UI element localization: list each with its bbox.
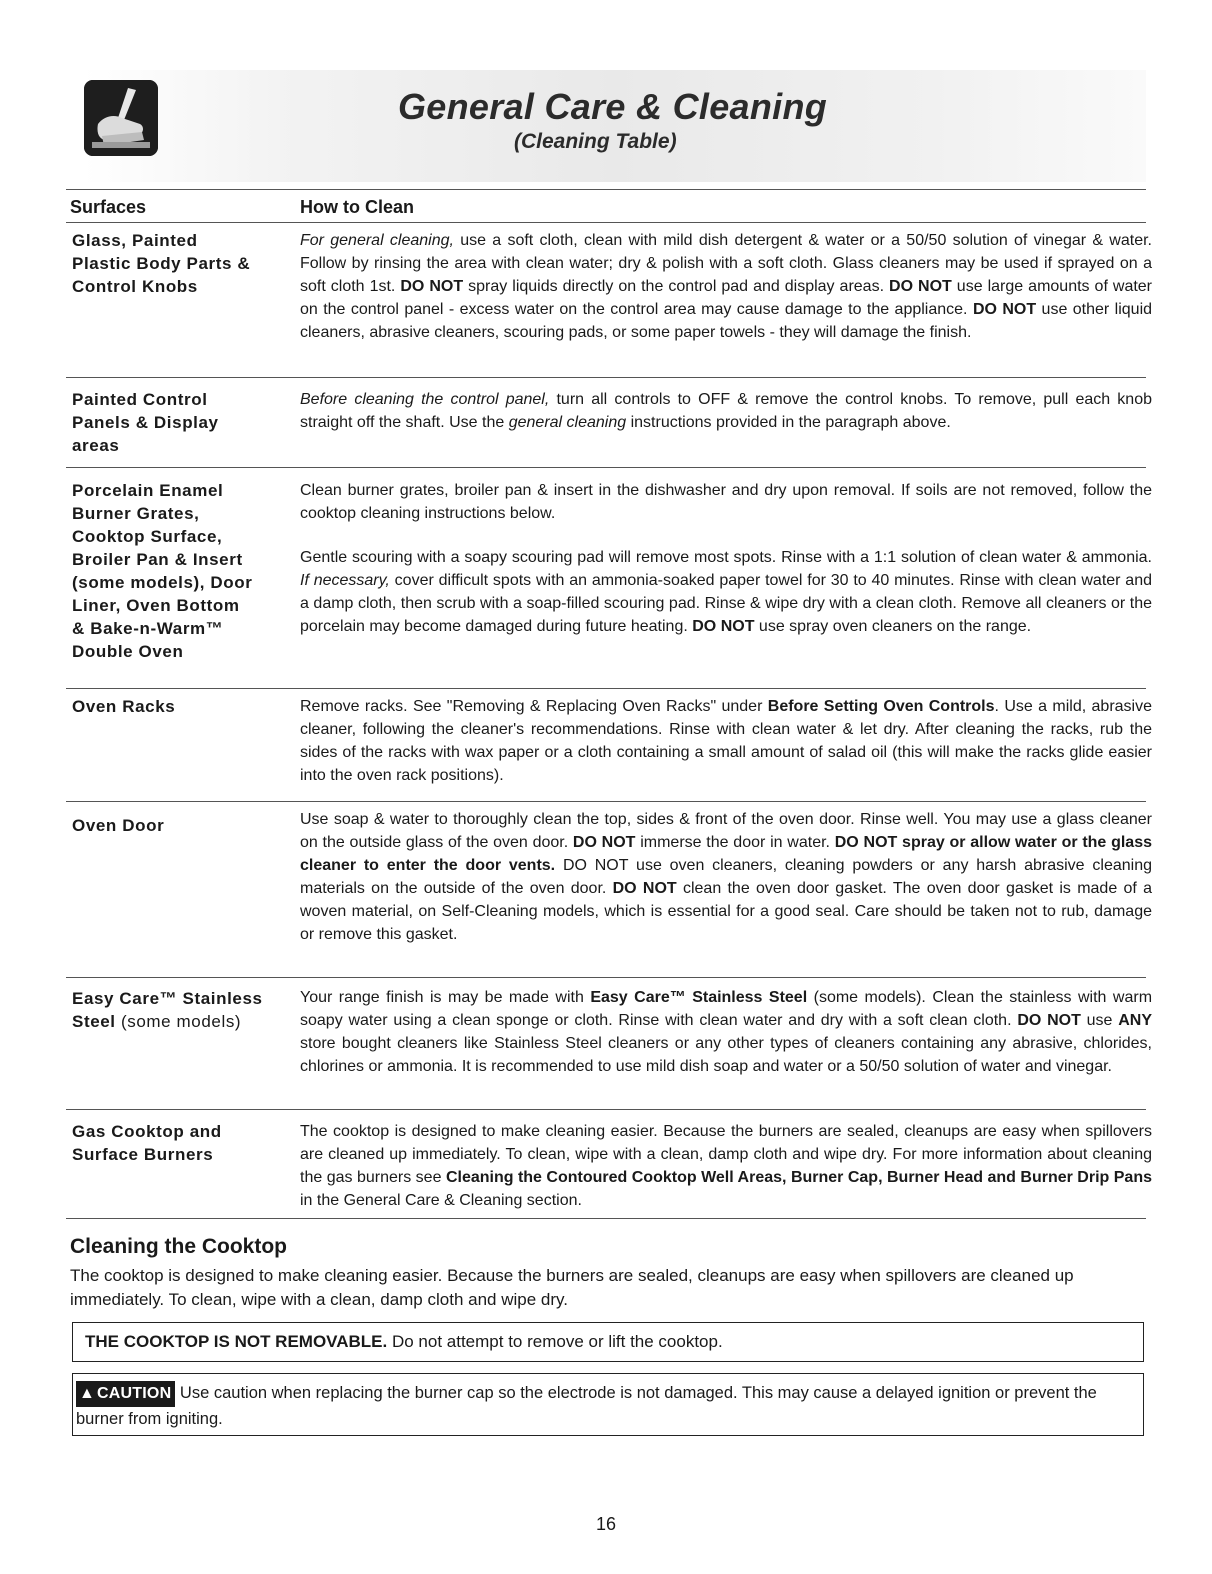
- row-divider: [66, 801, 1146, 802]
- caution-text: ▲ CAUTION Use caution when replacing the burner cap so the electrode is not damaged. This may cause a delayed ignition or prevent the burner from igniting.: [76, 1381, 1138, 1431]
- how-to-clean-cell: Remove racks. See "Removing & Replacing Oven Racks" under Before Setting Oven Controls. Use a mild, abrasive cleaner, following the cleaner's recommendations. Rinse with clean water & let dry. After cleaning the racks, rub the sides of the racks with wax paper or a cloth containing a small amount of salad oil (this will make the racks glide easier into the oven rack positions).: [300, 698, 1153, 784]
- row-divider: [66, 688, 1146, 689]
- cleaning-hand-icon: [84, 80, 158, 156]
- notice-text: THE COOKTOP IS NOT REMOVABLE. Do not attempt to remove or lift the cooktop.: [85, 1332, 723, 1351]
- section-body: The cooktop is designed to make cleaning easier. Because the burners are sealed, cleanups are easy when spillovers are cleaned up immediately. To clean, wipe with a clean, damp cloth and wipe dry.: [70, 1266, 1074, 1309]
- surface-cell: Oven Door: [72, 816, 165, 835]
- page-title: General Care & Cleaning: [398, 86, 828, 127]
- how-to-clean-cell: Clean burner grates, broiler pan & insert in the dishwasher and dry upon removal. If soils are not removed, follow the cooktop cleaning instructions below.: [300, 482, 1152, 522]
- how-to-clean-cell: Your range finish is may be made with Easy Care™ Stainless Steel (some models). Clean the stainless with warm soapy water using a clean sponge or cloth. Rinse with clean water and dry with a soft clean cloth. DO NOT use ANY store bought cleaners like Stainless Steel cleaners or any other types of cleaners containing any abrasive, chlorides, chlorines or ammonia. It is recommended to use mild dish soap and water or a 50/50 solution of water and vinegar.: [300, 989, 1153, 1075]
- how-to-clean-cell: For general cleaning, use a soft cloth, clean with mild dish detergent & water or a 50/50 solution of vinegar & water. Follow by rinsing the area with clean water; dry & polish with a soft cloth. Glass cleaners may be used if sprayed on a soft cloth 1st. DO NOT spray liquids directly on the control pad and display areas. DO NOT use large amounts of water on the control panel - excess water on the control area may cause damage to the appliance. DO NOT use other liquid cleaners, abrasive cleaners, scouring pads, or some paper towels - they will damage the finish.: [300, 232, 1153, 341]
- page-subtitle: (Cleaning Table): [514, 130, 677, 153]
- section-title: Cleaning the Cooktop: [70, 1235, 287, 1258]
- surface-cell: Easy Care™ Stainless Steel (some models): [72, 989, 263, 1031]
- surface-cell: Gas Cooktop and Surface Burners: [72, 1122, 222, 1164]
- column-header-how-to-clean: How to Clean: [300, 197, 415, 217]
- how-to-clean-cell: Use soap & water to thoroughly clean the top, sides & front of the oven door. Rinse well. You may use a glass cleaner on the outside glass of the oven door. DO NOT immerse the door in water. DO NOT spray or allow water or the glass cleaner to enter the door vents. DO NOT use oven cleaners, cleaning powders or any harsh abrasive cleaning materials on the outside of the oven door. DO NOT clean the oven door gasket. The oven door gasket is made of a woven material, on Self-Cleaning models, which is essential for a good seal. Care should be taken not to rub, damage or remove this gasket.: [300, 811, 1153, 943]
- table-header-rule: [66, 222, 1146, 223]
- table-bottom-rule: [66, 1218, 1146, 1219]
- surface-cell: Porcelain Enamel Burner Grates, Cooktop Surface, Broiler Pan & Insert (some models), Door Liner, Oven Bottom & Bake-n-Warm™ Double Oven: [72, 481, 253, 661]
- how-to-clean-cell: Before cleaning the control panel, turn all controls to OFF & remove the control knobs. To remove, pull each knob straight off the shaft. Use the general cleaning instructions provided in the paragraph above.: [300, 391, 1153, 431]
- surface-cell: Painted Control Panels & Display areas: [72, 390, 219, 455]
- row-divider: [66, 1109, 1146, 1110]
- how-to-clean-cell: Gentle scouring with a soapy scouring pad will remove most spots. Rinse with a 1:1 solution of clean water & ammonia. If necessary, cover difficult spots with an ammonia-soaked paper towel for 30 to 40 minutes. Rinse with clean water and a damp cloth, then scrub with a soap-filled scouring pad. Rinse & wipe dry with a clean cloth. Remove all cleaners or the porcelain may become damaged during future heating. DO NOT use spray oven cleaners on the range.: [300, 549, 1152, 635]
- how-to-clean-cell: The cooktop is designed to make cleaning easier. Because the burners are sealed, cleanups are easy when spillovers are cleaned up immediately. To clean, wipe with a clean, damp cloth and wipe dry. For more information about cleaning the gas burners see Cleaning the Contoured Cooktop Well Areas, Burner Cap, Burner Head and Burner Drip Pans in the General Care & Cleaning section.: [300, 1123, 1153, 1209]
- surface-cell: Oven Racks: [72, 697, 176, 716]
- column-header-surfaces: Surfaces: [70, 197, 147, 217]
- surface-cell: Glass, Painted Plastic Body Parts & Control Knobs: [72, 231, 251, 296]
- table-top-rule: [66, 189, 1146, 190]
- notice-box: [72, 1322, 1144, 1362]
- warning-triangle-icon: ▲: [79, 1385, 96, 1402]
- row-divider: [66, 467, 1146, 468]
- caution-badge: ▲ CAUTION: [76, 1381, 175, 1407]
- row-divider: [66, 377, 1146, 378]
- page-number: 16: [596, 1514, 617, 1534]
- row-divider: [66, 977, 1146, 978]
- caution-box: [72, 1373, 1144, 1436]
